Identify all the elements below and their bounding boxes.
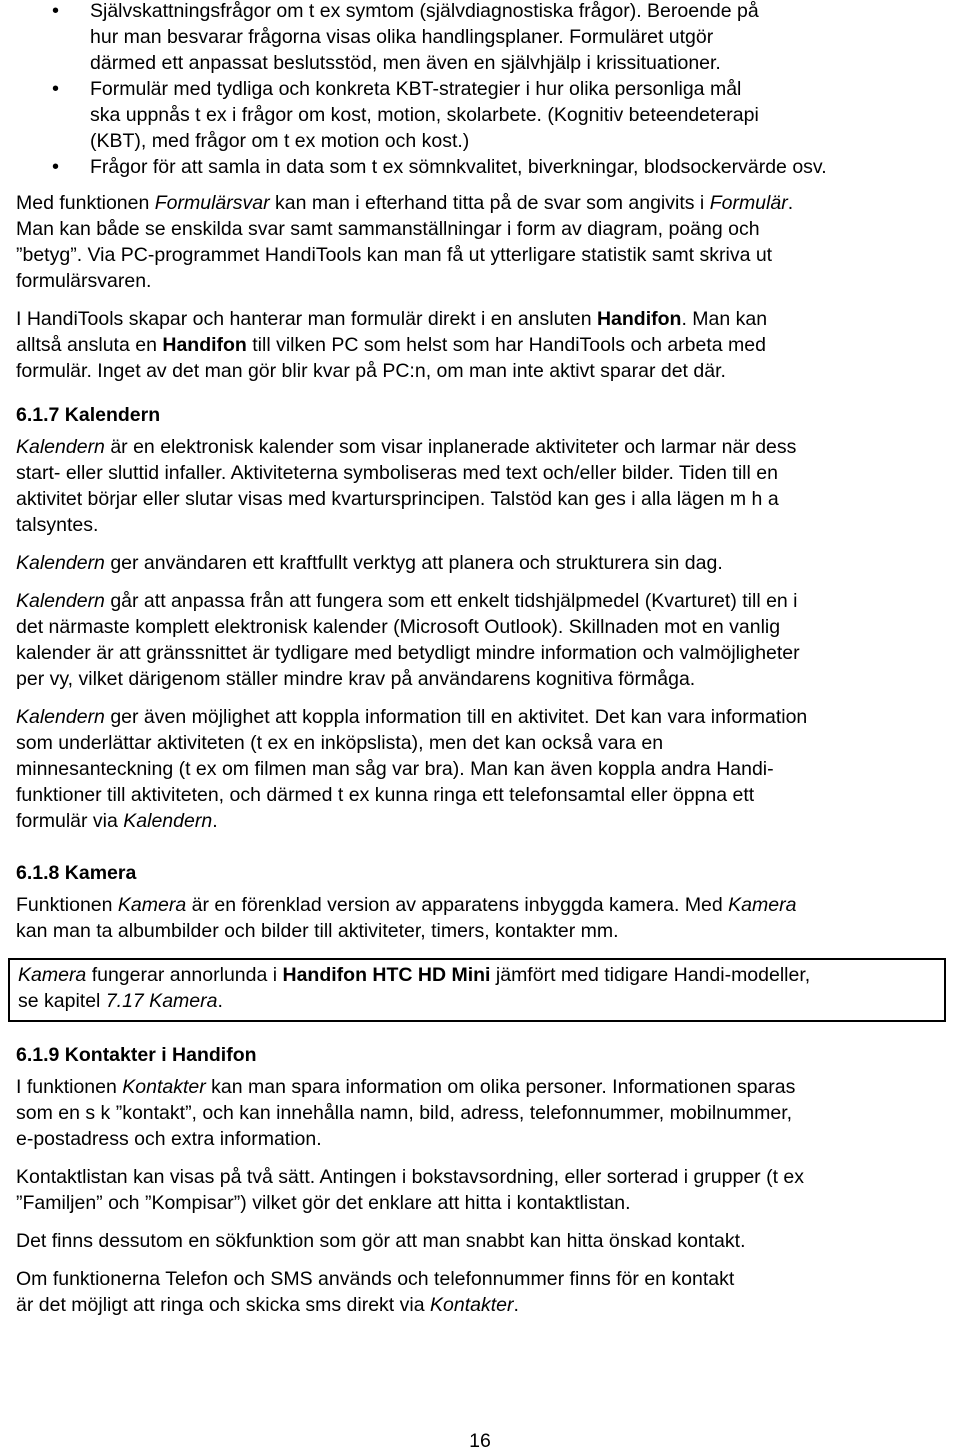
list-item (16, 76, 946, 154)
text-line: minnesanteckning (t ex om filmen man såg var bra). Man kan även koppla andra Handi- (16, 758, 774, 780)
text-run: ger även möjlighet att koppla information till en aktivitet. Det kan vara information (104, 706, 808, 728)
text-run: jämfört med tidigare Handi-modeller, (490, 964, 811, 986)
text-line: formulär. Inget av det man gör blir kvar på PC:n, om man inte aktivt sparar det där. (16, 360, 726, 382)
text-line: kan man ta albumbilder och bilder till aktiviteter, timers, kontakter mm. (16, 920, 619, 942)
function-name: Formulär (709, 192, 788, 214)
list-item (16, 0, 946, 76)
text-line: Det finns dessutom en sökfunktion som gör att man snabbt kan hitta önskad kontakt. (16, 1230, 746, 1252)
function-name: Kamera (728, 894, 797, 916)
text-line: formulärsvaren. (16, 270, 152, 292)
text-line: per vy, vilket därigenom ställer mindre krav på användarens kognitiva förmåga. (16, 668, 696, 690)
function-name: Kalendern (16, 552, 105, 574)
text-line: ska uppnås t ex i frågor om kost, motion, skolarbete. (Kognitiv beteendeterapi (90, 104, 759, 126)
product-name: Handifon (596, 308, 682, 330)
page-number: 16 (469, 1430, 491, 1452)
text-line: talsyntes. (16, 514, 99, 536)
text-run: kan man spara information om olika personer. Informationen sparas (205, 1076, 796, 1098)
list-item (16, 154, 946, 180)
text-line: som en s k ”kontakt”, och kan innehålla namn, bild, adress, telefonnummer, mobilnummer, (16, 1102, 793, 1124)
function-name: Kontakter (122, 1076, 206, 1098)
text-line: Formulär med tydliga och konkreta KBT-strategier i hur olika personliga mål (90, 78, 742, 100)
paragraph-kontakter-1 (16, 1074, 946, 1152)
section-heading-kamera: 6.1.8 Kamera (16, 862, 137, 884)
text-line: start- eller sluttid infaller. Aktiviteterna symboliseras med text och/eller bilder. Tiden till en (16, 462, 778, 484)
text-line: hur man besvarar frågorna visas olika handlingsplaner. Formuläret utgör (90, 26, 714, 48)
text-run: . Man kan (681, 308, 768, 330)
text-line: e-postadress och extra information. (16, 1128, 322, 1150)
function-name: Kalendern (123, 810, 213, 832)
text-line: Frågor för att samla in data som t ex sömnkvalitet, biverkningar, blodsockervärde osv. (90, 156, 827, 178)
function-name: Kalendern (16, 436, 105, 458)
paragraph-kalendern-4 (16, 704, 946, 834)
text-line: Självskattningsfrågor om t ex symtom (självdiagnostiska frågor). Beroende på (90, 0, 759, 22)
function-name: Kalendern (16, 706, 105, 728)
text-run: . (787, 192, 794, 214)
text-run: fungerar annorlunda i (86, 964, 283, 986)
kamera-notice-box (8, 958, 946, 1022)
product-name: Handifon (162, 334, 247, 356)
text-line: Om funktionerna Telefon och SMS används och telefonnummer finns för en kontakt (16, 1268, 735, 1290)
text-run: se kapitel (18, 990, 106, 1012)
text-run: Med funktionen (16, 192, 155, 214)
text-line: Kontaktlistan kan visas på två sätt. Antingen i bokstavsordning, eller sorterad i grupper (t ex (16, 1166, 805, 1188)
text-run: . (217, 990, 223, 1012)
function-name: Kontakter (430, 1294, 514, 1316)
paragraph-kontakter-3 (16, 1228, 946, 1254)
text-line: det närmaste komplett elektronisk kalender (Microsoft Outlook). Skillnaden mot en vanlig (16, 616, 781, 638)
function-name: Formulärsvar (154, 192, 270, 214)
text-line: (KBT), med frågor om t ex motion och kost.) (90, 130, 470, 152)
paragraph-kalendern-2 (16, 550, 946, 576)
text-line: kalender är att gränssnittet är tydligare med betydligt mindre information och valmöjligheter (16, 642, 800, 664)
paragraph-handitools (16, 306, 946, 384)
paragraph-kamera-1 (16, 892, 946, 944)
text-run: . (212, 810, 218, 832)
document-page (16, 0, 946, 1318)
text-run: I HandiTools skapar och hanterar man formulär direkt i en ansluten (16, 308, 597, 330)
text-run: till vilken PC som helst som har HandiTools och arbeta med (246, 334, 766, 356)
text-run: är det möjligt att ringa och skicka sms direkt via (16, 1294, 430, 1316)
paragraph-kalendern-1 (16, 434, 946, 538)
text-line: ”Familjen” och ”Kompisar”) vilket gör det enklare att hitta i kontaktlistan. (16, 1192, 631, 1214)
paragraph-formularsvar (16, 190, 946, 294)
text-run: går att anpassa från att fungera som ett enkelt tidshjälpmedel (Kvarturet) till en i (104, 590, 798, 612)
text-run: ger användaren ett kraftfullt verktyg att planera och strukturera sin dag. (104, 552, 723, 574)
text-run: I funktionen (16, 1076, 123, 1098)
section-heading-kalendern: 6.1.7 Kalendern (16, 404, 161, 426)
product-name: Handifon HTC HD Mini (282, 964, 491, 986)
function-name: Kalendern (16, 590, 105, 612)
function-name: Kamera (18, 964, 87, 986)
text-line: som underlättar aktiviteten (t ex en inköpslista), men det kan också vara en (16, 732, 664, 754)
paragraph-kontakter-4 (16, 1266, 946, 1318)
text-line: aktivitet börjar eller slutar visas med kvartursprincipen. Talstöd kan ges i alla lägen m h a (16, 488, 779, 510)
section-heading-kontakter: 6.1.9 Kontakter i Handifon (16, 1044, 257, 1066)
text-run: är en elektronisk kalender som visar inplanerade aktiviteter och larmar när dess (104, 436, 797, 458)
text-line: funktioner till aktiviteten, och därmed t ex kunna ringa ett telefonsamtal eller öppna ett (16, 784, 755, 806)
paragraph-kontakter-2 (16, 1164, 946, 1216)
chapter-reference: 7.17 Kamera (105, 990, 218, 1012)
form-types-list (16, 0, 946, 180)
text-run: är en förenklad version av apparatens inbyggda kamera. Med (186, 894, 729, 916)
text-run: . (513, 1294, 519, 1316)
text-line: Man kan både se enskilda svar samt sammanställningar i form av diagram, poäng och (16, 218, 760, 240)
text-run: formulär via (16, 810, 124, 832)
text-run: alltså ansluta en (16, 334, 163, 356)
function-name: Kamera (117, 894, 187, 916)
text-run: Funktionen (16, 894, 118, 916)
text-run: kan man i efterhand titta på de svar som angivits i (269, 192, 710, 214)
text-line: ”betyg”. Via PC-programmet HandiTools kan man få ut ytterligare statistik samt skriva ut (16, 244, 773, 266)
text-line: därmed ett anpassat beslutsstöd, men även en självhjälp i krissituationer. (90, 52, 721, 74)
paragraph-kalendern-3 (16, 588, 946, 692)
